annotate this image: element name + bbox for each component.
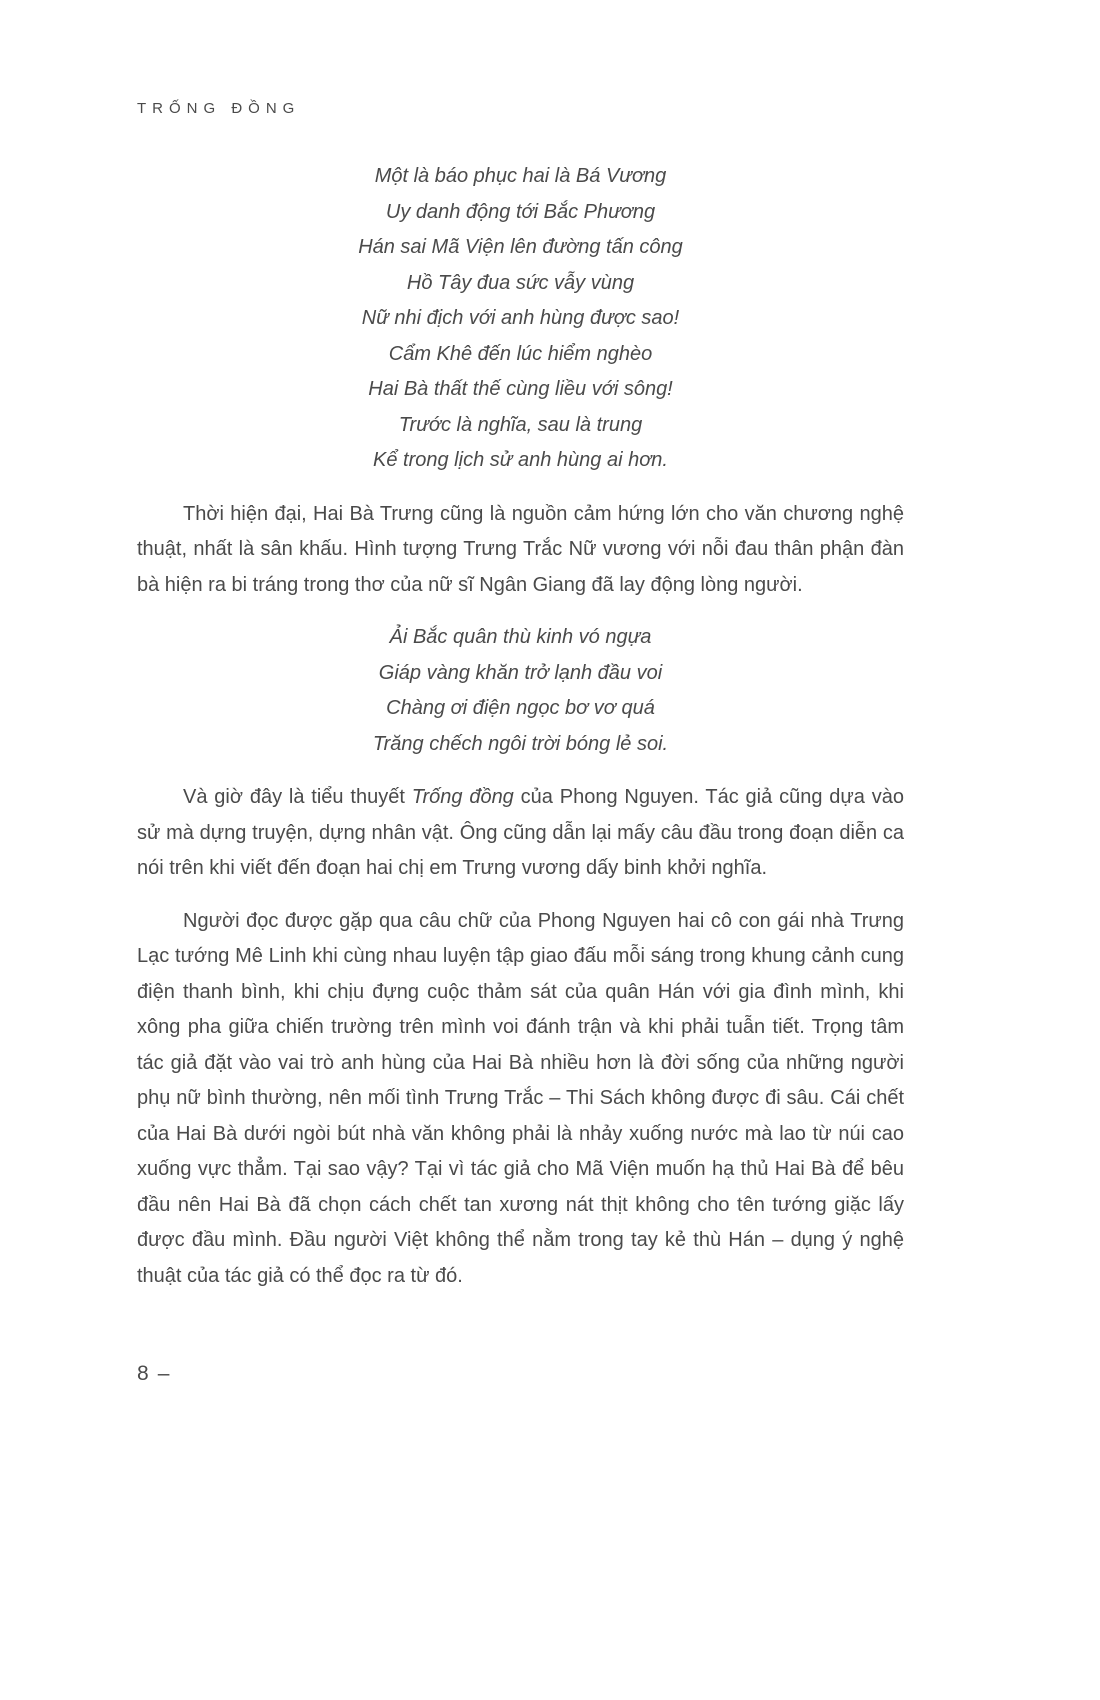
- poem-line: Cẩm Khê đến lúc hiểm nghèo: [388, 342, 653, 365]
- page-number: [137, 1362, 169, 1386]
- poem-line: Hán sai Mã Viện lên đường tấn công: [358, 236, 683, 258]
- paragraph-1: Thời hiện đại, Hai Bà Trưng cũng là nguồn cảm hứng lớn cho văn chương nghệ thuật, nhất là sân khấu. Hình tượng Trưng Trắc Nữ vương với nỗi đau thân phận đàn bà hiện ra bi tráng trong thơ của nữ sĩ Ngân Giang đã lay động lòng người.: [137, 502, 904, 596]
- paragraph-2: [137, 780, 904, 887]
- poem-line: Kể trong lịch sử anh hùng ai hơn.: [373, 449, 668, 471]
- poem-quote-2: [137, 620, 904, 762]
- poem-line: Uy danh động tới Bắc Phương: [385, 200, 656, 223]
- poem-line: Trước là nghĩa, sau là trung: [398, 413, 643, 436]
- poem-line: Ải Bắc quân thù kinh vó ngựa: [389, 626, 652, 648]
- poem-line: Hai Bà thất thế cùng liều với sông!: [368, 378, 673, 400]
- poem-line: Chàng ơi điện ngọc bơ vơ quá: [386, 697, 655, 719]
- running-header: TRỐNG ĐỒNG: [137, 100, 301, 117]
- paragraph-2-text-after: của Phong Nguyen. Tác giả cũng dựa vào sử mà dựng truyện, dựng nhân vật. Ông cũng dẫn lại mấy câu đầu trong đoạn diễn ca nói trên khi viết đến đoạn hai chị em Trưng vương dấy binh khởi nghĩa.: [137, 786, 904, 879]
- page-number-dash: –: [157, 1362, 170, 1385]
- poem-line: Giáp vàng khăn trở lạnh đầu voi: [378, 661, 663, 684]
- book-title-italic: Trống đồng: [411, 786, 514, 808]
- page-number-value: 8: [137, 1362, 149, 1385]
- poem-line: Trăng chếch ngôi trời bóng lẻ soi.: [372, 732, 669, 755]
- poem-line: Nữ nhi địch với anh hùng được sao!: [361, 307, 680, 329]
- paragraph-2-text-before: Và giờ đây là tiểu thuyết: [183, 786, 412, 808]
- poem-line: Một là báo phục hai là Bá Vương: [374, 165, 667, 187]
- poem-line: Hồ Tây đua sức vẫy vùng: [406, 271, 635, 294]
- paragraph-3: Người đọc được gặp qua câu chữ của Phong Nguyen hai cô con gái nhà Trưng Lạc tướng Mê Linh khi cùng nhau luyện tập giao đấu mỗi sáng trong khung cảnh cung điện thanh bình, khi chịu đựng cuộc thảm sát của quân Hán với gia đình mình, khi xông pha giữa chiến trường trên mình voi đánh trận và khi phải tuẫn tiết. Trọng tâm tác giả đặt vào vai trò anh hùng của Hai Bà nhiều hơn là đời sống của những người phụ nữ bình thường, nên mối tình Trưng Trắc – Thi Sách không được đi sâu. Cái chết của Hai Bà dưới ngòi bút nhà văn không phải là nhảy xuống nước mà lao từ núi cao xuống vực thẳm. Tại sao vậy? Tại vì tác giả cho Mã Viện muốn hạ thủ Hai Bà để bêu đầu nên Hai Bà đã chọn cách chết tan xương nát thịt không cho tên tướng giặc lấy được đầu mình. Đầu người Việt không thể nằm trong tay kẻ thù Hán – dụng ý nghệ thuật của tác giả có thể đọc ra từ đó.: [137, 909, 904, 1287]
- poem-quote-1: [137, 159, 904, 479]
